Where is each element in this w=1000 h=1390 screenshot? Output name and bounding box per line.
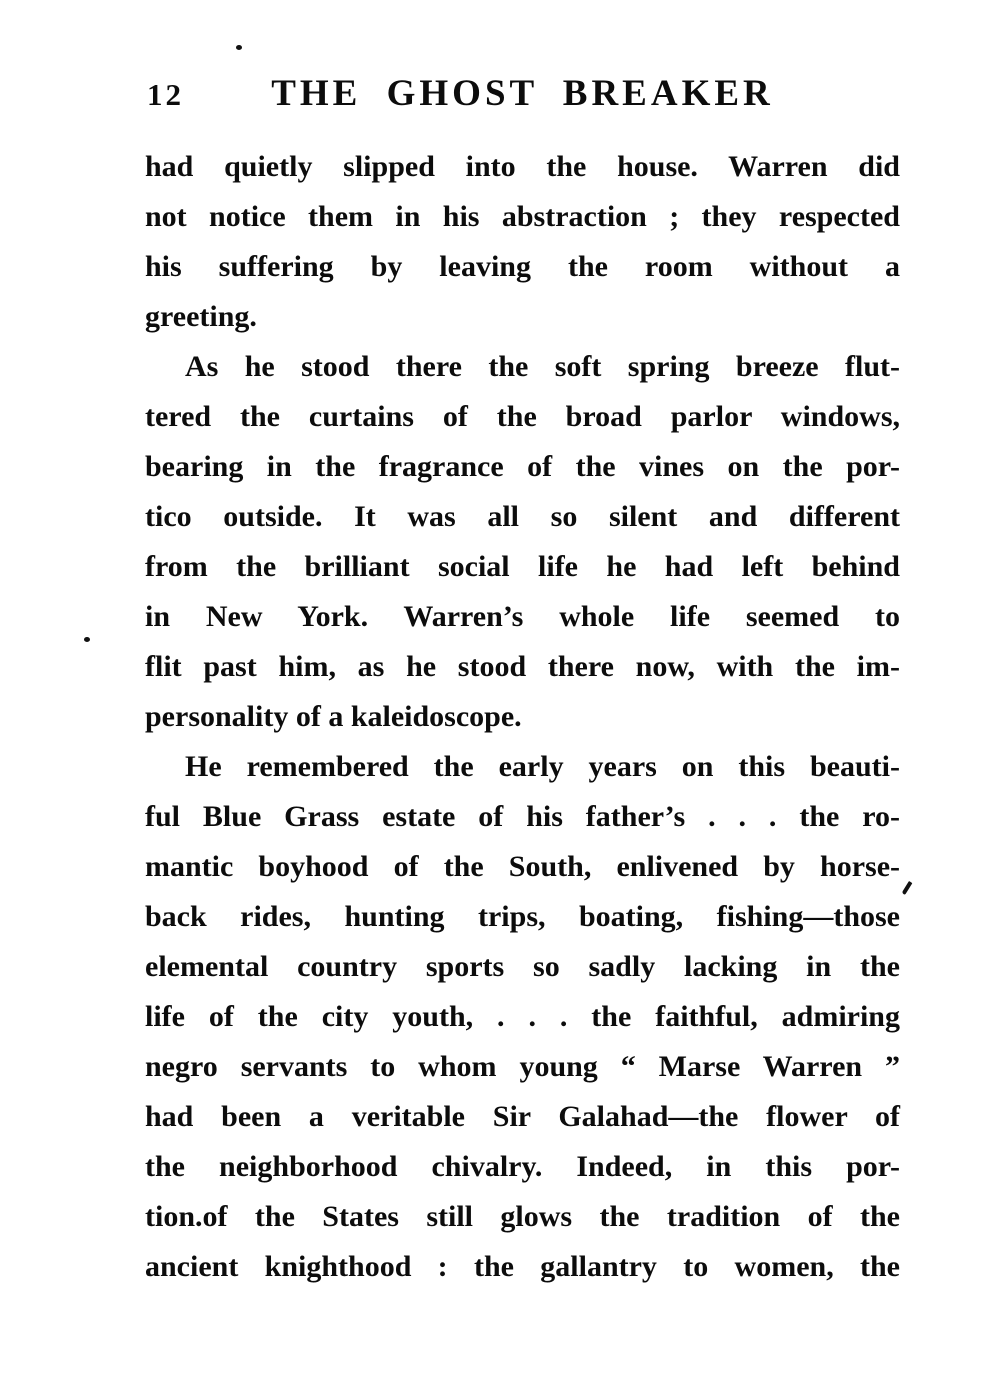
text-line: negro servants to whom young “ Marse Warren ” [145, 1050, 900, 1083]
text-line: bearing in the fragrance of the vines on the por- [145, 450, 900, 483]
text-line: had been a veritable Sir Galahad—the flower of [145, 1100, 900, 1133]
body-text [145, 142, 900, 1292]
text-line: ful Blue Grass estate of his father’s . . . the ro- [145, 800, 900, 833]
text-line: As he stood there the soft spring breeze flut- [185, 350, 900, 383]
text-line: personality of a kaleidoscope. [145, 700, 522, 733]
text-line: his suffering by leaving the room without a [145, 250, 900, 283]
text-line: tered the curtains of the broad parlor windows, [145, 400, 900, 433]
text-line: flit past him, as he stood there now, with the im- [145, 650, 900, 683]
text-line: in New York. Warren’s whole life seemed to [145, 600, 900, 633]
text-line: not notice them in his abstraction ; they respected [145, 200, 900, 233]
ink-speck-top [236, 45, 242, 50]
ink-speck-right-margin [902, 881, 913, 895]
text-line: mantic boyhood of the South, enlivened by horse- [145, 850, 900, 883]
text-line: from the brilliant social life he had left behind [145, 550, 900, 583]
ink-speck-left-margin [84, 637, 90, 642]
text-line: greeting. [145, 300, 257, 333]
page-header [145, 70, 900, 118]
text-line: back rides, hunting trips, boating, fishing—those [145, 900, 900, 933]
text-line: tico outside. It was all so silent and different [145, 500, 900, 533]
text-line: life of the city youth, . . . the faithful, admiring [145, 1000, 900, 1033]
text-line: He remembered the early years on this beauti- [185, 750, 900, 783]
text-line: elemental country sports so sadly lacking in the [145, 950, 900, 983]
page-number: 12 [147, 77, 184, 112]
text-line: tion.of the States still glows the tradition of the [145, 1200, 900, 1233]
running-title: THE GHOST BREAKER [271, 73, 774, 114]
text-line: had quietly slipped into the house. Warren did [145, 150, 900, 183]
text-line: ancient knighthood : the gallantry to women, the [145, 1250, 900, 1283]
text-line: the neighborhood chivalry. Indeed, in this por- [145, 1150, 900, 1183]
